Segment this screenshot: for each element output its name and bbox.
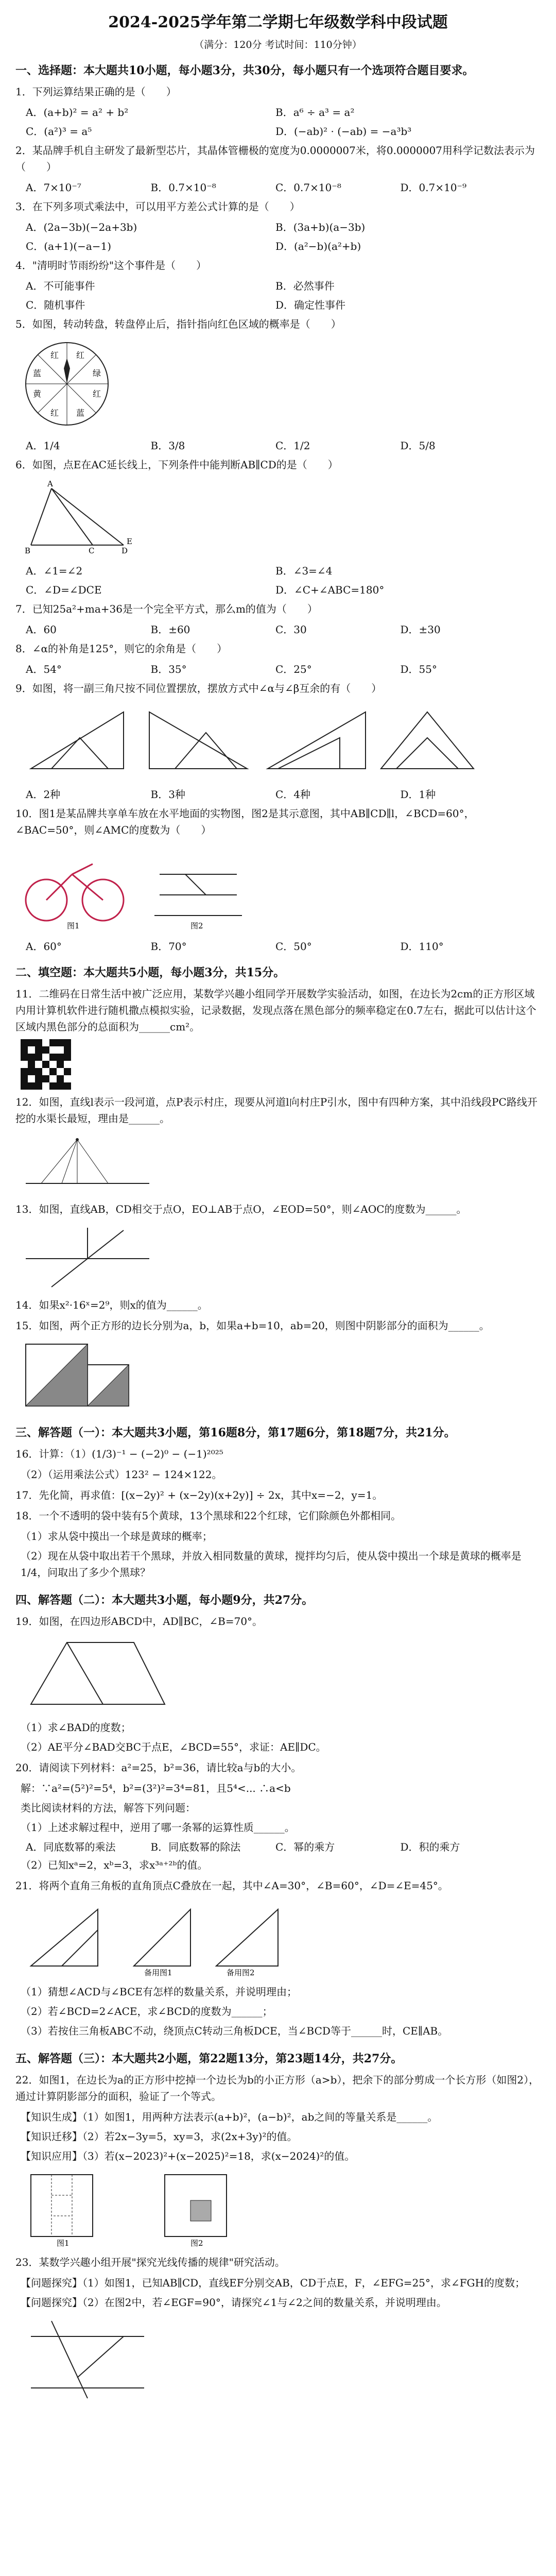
question-20: 20．请阅读下列材料：a²=25，b²=36，请比较a与b的大小。 xyxy=(15,1761,302,1774)
question-20-solution: 解：∵a²=(5²)²=5⁴，b²=(3²)²=3⁴=81，且5⁴<... ∴a<b xyxy=(21,1782,291,1794)
sector-label-5: 红 xyxy=(50,408,59,418)
question-20-part-2: （2）已知xᵃ=2，xᵇ=3，求x³ᵃ⁺²ᵇ的值。 xyxy=(21,1859,208,1871)
question-16: 16．计算：（1）(1/3)⁻¹ − (−2)⁰ − (−1)²⁰²⁵ xyxy=(15,1448,223,1460)
option-d: D．5/8 xyxy=(400,439,436,452)
question-4: 4．"清明时节雨纷纷"这个事件是（ ） xyxy=(15,259,207,272)
option-c: C．幂的乘方 xyxy=(275,1841,335,1853)
question-3-options xyxy=(26,219,525,253)
light-path-figure xyxy=(21,2316,535,2405)
option-d: D．确定性事件 xyxy=(275,299,346,311)
geometry-figure-q22 xyxy=(21,2170,257,2247)
question-7-options xyxy=(26,621,525,636)
geometry-figure-q19 xyxy=(21,1635,175,1712)
question-5: 5．如图，转动转盘，转盘停止后，指针指向红色区域的概率是（ ） xyxy=(15,318,341,330)
option-d: D．∠C+∠ABC=180° xyxy=(275,584,385,596)
section-1-heading: 一、选择题：本大题共10小题，每小题3分，共30分，每小题只有一个选项符合题目要求。 xyxy=(15,64,474,77)
option-a: A．7×10⁻⁷ xyxy=(26,181,81,194)
question-19-part-2: （2）AE平分∠BAD交BC于点E，∠BCD=55°，求证：AE∥DC。 xyxy=(21,1741,326,1753)
option-b: B．必然事件 xyxy=(275,280,335,292)
option-b: B．70° xyxy=(150,940,187,953)
option-c: C．4种 xyxy=(275,788,311,801)
option-b: B．∠3=∠4 xyxy=(275,565,333,577)
option-c: C．随机事件 xyxy=(26,299,85,311)
question-16-part-2: （2）（运用乘法公式）123² − 124×122。 xyxy=(21,1468,222,1481)
question-23-part-2: 【问题探究】（2）在图2中，若∠EGF=90°，请探究∠1与∠2之间的数量关系，并说明理由。 xyxy=(21,2296,447,2309)
question-18-part-2: （2）现在从袋中取出若干个黑球，并放入相同数量的黄球，搅拌均匀后，使从袋中摸出一个球是黄球的概率是1/4，问取出了多少个黑球？ xyxy=(21,1550,522,1579)
set-squares-figure xyxy=(21,1899,535,1978)
question-18-part-1: （1）求从袋中摸出一个球是黄球的概率； xyxy=(21,1530,213,1543)
option-d: D．积的乘方 xyxy=(400,1841,460,1853)
quadrilateral-figure xyxy=(21,1635,535,1714)
point-label-b: B xyxy=(25,546,31,555)
option-d: D．(−ab)² · (−ab) = −a³b³ xyxy=(275,125,412,138)
option-b: B．同底数幂的除法 xyxy=(150,1841,241,1853)
option-d: D．55° xyxy=(400,663,437,675)
question-19-part-1: （1）求∠BAD的度数； xyxy=(21,1721,131,1734)
question-2-options xyxy=(26,179,525,194)
question-8-options xyxy=(26,661,525,676)
point-label-d: D xyxy=(121,546,128,555)
option-c: C．(a+1)(−a−1) xyxy=(26,240,112,252)
option-a: A．60 xyxy=(26,623,57,636)
question-13: 13．如图，直线AB，CD相交于点O，EO⊥AB于点O，∠EOD=50°，则∠AOC的度数为______。 xyxy=(15,1203,467,1215)
spinner-wheel xyxy=(21,337,113,430)
sector-label-4: 蓝 xyxy=(76,408,85,418)
question-10-options xyxy=(26,938,525,953)
question-9: 9．如图，将一副三角尺按不同位置摆放，摆放方式中∠α与∠β互余的有（ ） xyxy=(15,682,382,694)
point-label-a: A xyxy=(47,479,53,488)
question-21: 21．将两个直角三角板的直角顶点C叠放在一起，其中∠A=30°，∠B=60°，∠D=∠E=45°。 xyxy=(15,1879,448,1892)
option-a: A．54° xyxy=(26,663,62,675)
option-a: A．(a+b)² = a² + b² xyxy=(26,106,129,118)
squares-figure xyxy=(21,1339,535,1413)
sector-label-2: 绿 xyxy=(93,368,101,378)
option-c: C．0.7×10⁻⁸ xyxy=(275,181,341,194)
question-22: 22．如图1，在边长为a的正方形中挖掉一个边长为b的小正方形（a>b），把余下的部分剪成一个长方形（如图2），通过计算阴影部分的面积，验证了一个等式。 xyxy=(15,2074,540,2103)
question-20-options xyxy=(26,1839,525,1854)
option-a: A．60° xyxy=(26,940,62,953)
question-21-part-2: （2）若∠BCD=2∠ACE，求∠BCD的度数为______； xyxy=(21,2005,273,2018)
section-3-heading: 三、解答题（一）：本大题共3小题，第16题8分，第17题6分，第18题7分，共21分。 xyxy=(15,1426,456,1439)
option-d: D．1种 xyxy=(400,788,436,801)
fig-label-backup-1: 备用图1 xyxy=(144,1968,172,1976)
square-areas-figure xyxy=(21,2170,535,2249)
river-figure xyxy=(21,1132,535,1196)
option-b: B．35° xyxy=(150,663,187,675)
question-22-part-3: 【知识应用】（3）若(x−2023)²+(x−2025)²=18，求(x−2024)²的值。 xyxy=(21,2150,355,2162)
question-20-prompt: 类比阅读材料的方法，解答下列问题： xyxy=(21,1802,196,1814)
exam-title: 2024-2025学年第二学期七年级数学科中段试题 xyxy=(108,13,448,31)
question-4-options xyxy=(26,278,525,312)
question-23-part-1: 【问题探究】（1）如图1，已知AB∥CD，直线EF分别交AB，CD于点E，F，∠EFG=25°，求∠FGH的度数； xyxy=(21,2277,526,2289)
point-label-c: C xyxy=(89,546,95,555)
option-b: B．±60 xyxy=(150,623,190,636)
sector-label-8: 红 xyxy=(50,350,59,360)
option-d: D．±30 xyxy=(400,623,441,636)
question-1-options xyxy=(26,104,525,138)
sector-label-6: 黄 xyxy=(33,389,42,399)
fig-label-2: 图2 xyxy=(190,921,203,930)
option-b: B．0.7×10⁻⁸ xyxy=(150,181,216,194)
question-7: 7．已知25a²+ma+36是一个完全平方式，那么m的值为（ ） xyxy=(15,603,318,615)
spinner-figure xyxy=(21,337,535,432)
question-22-part-2: 【知识迁移】（2）若2x−3y=5，xy=3，求(2x+3y)²的值。 xyxy=(21,2130,298,2143)
section-5-heading: 五、解答题（三）：本大题共2小题，第22题13分，第23题14分，共27分。 xyxy=(15,2052,403,2065)
option-a: A．同底数幂的乘法 xyxy=(26,1841,116,1853)
point-label-e: E xyxy=(127,537,132,546)
geometry-figure-q15 xyxy=(21,1339,134,1411)
geometry-figure-q21 xyxy=(21,1899,288,1976)
question-8: 8．∠α的补角是125°，则它的余角是（ ） xyxy=(15,642,228,655)
question-20-part-1: （1）上述求解过程中，逆用了哪一条幂的运算性质______。 xyxy=(21,1821,295,1834)
question-17: 17．先化简，再求值：[(x−2y)² + (x−2y)(x+2y)] ÷ 2x，其中x=−2，y=1。 xyxy=(15,1489,383,1501)
intersecting-lines-figure xyxy=(21,1223,535,1292)
question-5-options xyxy=(26,437,525,452)
question-21-part-3: （3）若按住三角板ABC不动，绕顶点C转动三角板DCE，当∠BCD等于______时，CE∥AB。 xyxy=(21,2025,448,2037)
option-d: D．0.7×10⁻⁹ xyxy=(400,181,467,194)
option-c: C．50° xyxy=(275,940,312,953)
option-d: D．(a²−b)(a²+b) xyxy=(275,240,361,252)
qr-code-image xyxy=(21,1039,535,1090)
parallel-lines-figure xyxy=(21,478,535,557)
exam-subtitle: （满分：120分 考试时间：110分钟） xyxy=(194,39,362,50)
option-b: B．3种 xyxy=(150,788,185,801)
question-1: 1．下列运算结果正确的是（ ） xyxy=(15,86,177,98)
option-a: A．∠1=∠2 xyxy=(26,565,83,577)
option-b: B．(3a+b)(a−3b) xyxy=(275,221,366,233)
fig-label-1: 图1 xyxy=(57,2239,70,2247)
geometry-figure-q6 xyxy=(21,478,134,555)
question-14: 14．如果x²·16ˣ=2⁹，则x的值为______。 xyxy=(15,1299,208,1311)
fig-label-backup-2: 备用图2 xyxy=(227,1968,255,1976)
geometry-figure-q23 xyxy=(21,2316,154,2403)
question-12: 12．如图，直线l表示一段河道，点P表示村庄，现要从河道l向村庄P引水，图中有四种方案，其中沿线段PC路线开挖的水渠长最短，理由是______。 xyxy=(15,1096,537,1125)
geometry-figure-q12 xyxy=(21,1132,154,1194)
question-15: 15．如图，两个正方形的边长分别为a，b，如果a+b=10，ab=20，则图中阴影部分的面积为______。 xyxy=(15,1319,490,1332)
fig-label-1: 图1 xyxy=(67,921,80,930)
question-19: 19．如图，在四边形ABCD中，AD∥BC，∠B=70°。 xyxy=(15,1615,263,1628)
question-21-part-1: （1）猜想∠ACD与∠BCE有怎样的数量关系，并说明理由； xyxy=(21,1986,297,1998)
question-23: 23．某数学兴趣小组开展"探究光线传播的规律"研究活动。 xyxy=(15,2256,285,2268)
option-c: C．1/2 xyxy=(275,439,310,452)
option-c: C．30 xyxy=(275,623,307,636)
option-c: C．25° xyxy=(275,663,312,675)
option-b: B．a⁶ ÷ a³ = a² xyxy=(275,106,355,118)
option-a: A．1/4 xyxy=(26,439,60,452)
question-6: 6．如图，点E在AC延长线上，下列条件中能判断AB∥CD的是（ ） xyxy=(15,459,338,471)
fig-label-2: 图2 xyxy=(190,2239,203,2247)
question-18: 18．一个不透明的袋中装有5个黄球，13个黑球和22个红球，它们除颜色外都相同。 xyxy=(15,1510,402,1522)
question-3: 3．在下列多项式乘法中，可以用平方差公式计算的是（ ） xyxy=(15,200,300,213)
bicycle-diagram xyxy=(21,843,247,931)
option-b: B．3/8 xyxy=(150,439,185,452)
triangle-rulers-figure xyxy=(21,702,535,781)
bicycle-figure xyxy=(21,843,535,933)
question-11: 11．二维码在日常生活中被广泛应用，某数学兴趣小组同学开展数学实验活动，如图，在边长为2cm的正方形区域内用计算机软件进行随机撒点模拟实验，记录数据，发现点落在黑色部分的频率稳定在0.7左右，据此可以估计这个区域内黑色部分的总面积为______cm²。 xyxy=(15,988,536,1033)
geometry-figure-q9 xyxy=(21,702,484,779)
sector-label-3: 红 xyxy=(93,389,101,399)
option-c: C．(a²)³ = a⁵ xyxy=(26,125,92,138)
option-a: A．不可能事件 xyxy=(26,280,95,292)
geometry-figure-q13 xyxy=(21,1223,154,1290)
question-9-options xyxy=(26,786,525,801)
option-a: A．(2a−3b)(−2a+3b) xyxy=(26,221,137,233)
option-d: D．110° xyxy=(400,940,444,953)
sector-label-1: 红 xyxy=(76,350,85,360)
section-4-heading: 四、解答题（二）：本大题共3小题，每小题9分，共27分。 xyxy=(15,1594,314,1607)
question-22-part-1: 【知识生成】（1）如图1，用两种方法表示(a+b)²，(a−b)²，ab之间的等量关系是______。 xyxy=(21,2111,438,2123)
option-a: A．2种 xyxy=(26,788,61,801)
option-c: C．∠D=∠DCE xyxy=(26,584,102,596)
section-2-heading: 二、填空题：本大题共5小题，每小题3分，共15分。 xyxy=(15,966,285,979)
sector-label-7: 蓝 xyxy=(33,368,42,378)
question-2: 2．某品牌手机自主研发了最新型芯片，其晶体管栅极的宽度为0.0000007米，将0.0000007用科学记数法表示为（ ） xyxy=(15,144,535,173)
question-10: 10．图1是某品牌共享单车放在水平地面的实物图，图2是其示意图，其中AB∥CD∥l，∠BCD=60°，∠BAC=50°，则∠AMC的度数为（ ） xyxy=(15,807,475,836)
question-6-options xyxy=(26,563,525,597)
